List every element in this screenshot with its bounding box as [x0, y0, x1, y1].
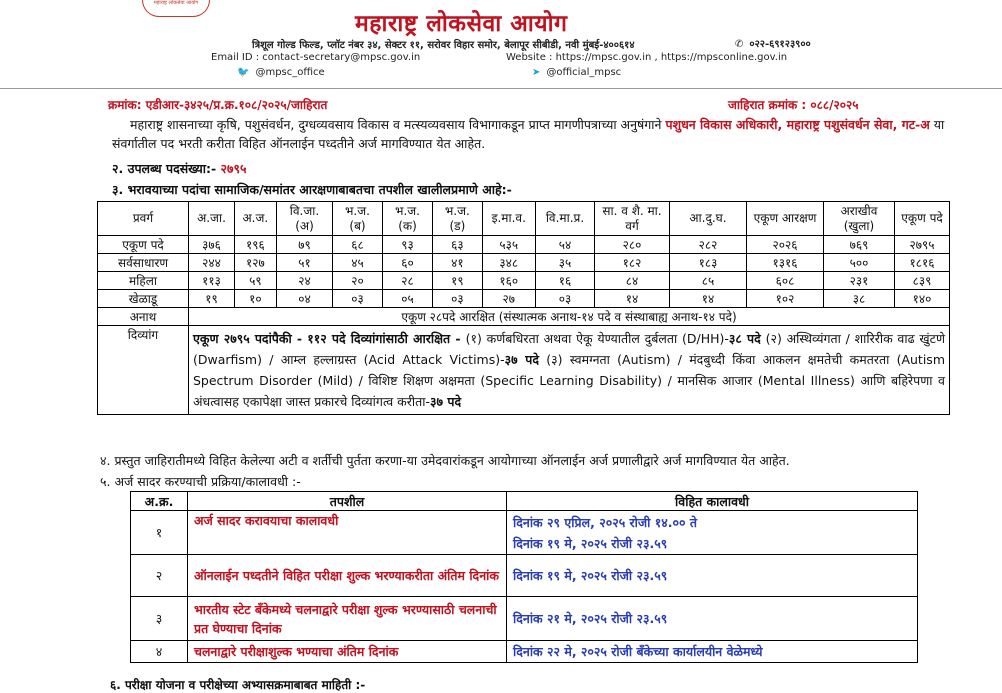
row-date: [507, 511, 918, 555]
col-header: प्रवर्ग: [98, 202, 189, 236]
cell: १२७: [234, 254, 276, 272]
disabled-count2: ३७ पदे: [504, 352, 540, 367]
cell: ६०८: [747, 272, 824, 290]
phone-text: ०२२-६९१२३९००: [749, 39, 811, 50]
cell: १९: [433, 272, 482, 290]
col-header: वि.मा.प्र.: [535, 202, 594, 236]
website-line[interactable]: Website : https://mpsc.gov.in , https://mpsconline.gov.in: [506, 52, 788, 63]
row-date: दिनांक २१ मे, २०२५ रोजी २३.५९: [507, 597, 918, 641]
cell: ७६९: [824, 236, 895, 254]
twitter-text: @mpsc_office: [255, 67, 325, 78]
telegram-text: @official_mpsc: [546, 67, 622, 78]
col-header: अ.जा.: [189, 202, 235, 236]
col-header: एकूण पदे: [895, 202, 950, 236]
cell: १९: [189, 290, 235, 308]
section-2: [112, 160, 247, 177]
phone-icon: ✆: [735, 39, 744, 50]
cell: ०३: [433, 290, 482, 308]
row-number: २: [131, 555, 188, 597]
cell: १४: [595, 290, 670, 308]
intro-paragraph: [112, 115, 947, 153]
cell: १८३: [670, 254, 747, 272]
table-row: [98, 254, 950, 272]
table-row: [131, 641, 918, 663]
office-address: त्रिशूल गोल्ड फिल्ड, प्लॉट नंबर ३४, सेक्टर ११, सरोवर विहार समोर, बेलापूर सीबीडी, नवी मुंबई-४००६१४: [252, 40, 635, 51]
cell: २०२६: [747, 236, 824, 254]
cell: २८२: [670, 236, 747, 254]
col-header: वि.जा. (अ): [276, 202, 333, 236]
sec2-label: २. उपलब्ध पदसंख्या:-: [112, 161, 221, 176]
col-header: सा. व शै. मा. वर्ग: [595, 202, 670, 236]
table-row: [98, 236, 950, 254]
col-header: विहित कालावधी: [507, 492, 918, 511]
cell: ०४: [276, 290, 333, 308]
cell: ११३: [189, 272, 235, 290]
cell: ६८: [333, 236, 382, 254]
col-header: अ.ज.: [234, 202, 276, 236]
row-date: दिनांक १९ मे, २०२५ रोजी २३.५९: [507, 555, 918, 597]
cell: १६: [535, 272, 594, 290]
section-5: ५. अर्ज सादर करण्याची प्रक्रिया/कालावधी :-: [100, 474, 301, 489]
row-date: दिनांक २२ मे, २०२५ रोजी बँकेच्या कार्यालयीन वेळेमध्ये: [507, 641, 918, 663]
table-row: [131, 555, 918, 597]
row-label: दिव्यांग: [98, 326, 189, 415]
section-4: ४. प्रस्तुत जाहिरातीमध्ये विहित केलेल्या अटी व शर्तीची पुर्तता करणा-या उमेदवारांकडून आयोगाच्या ऑनलाईन अर्ज प्रणालीद्वारे अर्ज मागविण्यात येत आहेत.: [100, 453, 790, 468]
cell: ८४: [595, 272, 670, 290]
cell: ६०: [382, 254, 433, 272]
row-number: १: [131, 511, 188, 555]
cell: ३७६: [189, 236, 235, 254]
disabled-count3: ३७ पदे: [430, 394, 462, 409]
logo-text: महाराष्ट्र लोकसेवा आयोग: [153, 0, 199, 6]
row-description: चलनाद्वारे परीक्षाशुल्क भण्याचा अंतिम दिनांक: [188, 641, 507, 663]
cell: १०२: [747, 290, 824, 308]
cell: ४५: [333, 254, 382, 272]
date-line: दिनांक १९ मे, २०२५ रोजी २३.५९: [513, 535, 668, 551]
row-number: ३: [131, 597, 188, 641]
cell: १८२: [595, 254, 670, 272]
table-row: [98, 290, 950, 308]
disabled-cat1: (१) कर्णबधिरता अथवा ऐकू येण्यातील दुर्बलता (D/HH)-: [465, 331, 729, 346]
col-header: अराखीव (खुला): [824, 202, 895, 236]
date-line: दिनांक २९ एप्रिल, २०२५ रोजी १४.०० ते: [513, 514, 697, 530]
cell: २८: [382, 272, 433, 290]
cell: २४४: [189, 254, 235, 272]
intro-part2: या संवर्गातील पद भरती करीता विहित ऑनलाईन पध्दतीने अर्ज मागविण्यात येत आहेत.: [112, 117, 945, 151]
row-label: एकूण पदे: [98, 236, 189, 254]
row-label: महिला: [98, 272, 189, 290]
cell: १३१६: [747, 254, 824, 272]
disabled-count1: ३८ पदे: [728, 331, 761, 346]
cell: १४: [670, 290, 747, 308]
cell: ८५: [670, 272, 747, 290]
email-line[interactable]: Email ID : contact-secretary@mpsc.gov.in: [211, 52, 421, 63]
schedule-table: [130, 491, 918, 663]
sec2-value: २७९५: [220, 161, 247, 176]
cell: ५३५: [482, 236, 535, 254]
section-6-cut: ६. परीक्षा योजना व परीक्षेच्या अभ्यासक्रमाबाबत माहिती :-: [110, 678, 366, 692]
table-row: [131, 597, 918, 641]
row-description: ऑनलाईन पध्दतीने विहित परीक्षा शुल्क भरण्याकरीता अंतिम दिनांक: [188, 555, 507, 597]
row-label: अनाथ: [98, 308, 189, 326]
col-header: भ.ज. (क): [382, 202, 433, 236]
cell: २७९५: [895, 236, 950, 254]
cell: ०३: [333, 290, 382, 308]
table-row: [98, 272, 950, 290]
cell: २३१: [824, 272, 895, 290]
reference-number: क्रमांक: एडीआर-३४२५/प्र.क्र.१०८/२०२५/जाहिरात: [108, 98, 328, 112]
cell: २७: [482, 290, 535, 308]
col-header: एकूण आरक्षण: [747, 202, 824, 236]
col-header: आ.दु.घ.: [670, 202, 747, 236]
cell: २४: [276, 272, 333, 290]
reservation-header-row: [98, 202, 950, 236]
table-row: [131, 511, 918, 555]
cell: ३८: [824, 290, 895, 308]
row-description: अर्ज सादर करावयाचा कालावधी: [188, 511, 507, 555]
row-label: खेळाडू: [98, 290, 189, 308]
cell: ५००: [824, 254, 895, 272]
col-header: अ.क्र.: [131, 492, 188, 511]
header-divider: [0, 88, 1002, 89]
advertisement-number: जाहिरात क्रमांक : ०८८/२०२५: [728, 98, 859, 112]
orphan-row: [98, 308, 950, 326]
col-header: भ.ज. (ब): [333, 202, 382, 236]
telegram-handle[interactable]: [532, 67, 621, 78]
disabled-cat3: (३) स्वमग्नता (Autism) / मंदबुध्दी किंवा आकलन क्षमतेची कमतरता (Autism Spectrum Disorder (Mild) / विशिष्ट शिक्षण अक्षमता (Specific Learning Disability) / मानसिक आजार (Mental Illness) आणि बहिरेपणा व अंधत्वासह एकापेक्षा जास्त प्रकारचे दिव्यांगत्व करीता-: [193, 352, 945, 409]
disabled-row: [98, 326, 950, 415]
disabled-text: [189, 326, 950, 415]
cell: १८१६: [895, 254, 950, 272]
cell: ५९: [234, 272, 276, 290]
schedule-header-row: [131, 492, 918, 511]
cell: १०: [234, 290, 276, 308]
col-header: भ.ज. (ड): [433, 202, 482, 236]
reservation-table: [97, 201, 950, 415]
cell: २०: [333, 272, 382, 290]
twitter-icon: 🐦: [237, 67, 250, 78]
disabled-summary: एकूण २७९५ पदांपैकी - ११२ पदे दिव्यांगांसाठी आरक्षित -: [193, 331, 466, 346]
cell: ८३९: [895, 272, 950, 290]
twitter-handle[interactable]: [237, 67, 325, 78]
row-number: ४: [131, 641, 188, 663]
disabled-cat2: (२) अस्थिव्यंगता / शारिरीक वाढ खुंटणे (Dwarfism) / आम्ल हल्लाग्रस्त (Acid Attack Victims)-: [193, 331, 945, 367]
cell: ४१: [433, 254, 482, 272]
row-label: सर्वसाधारण: [98, 254, 189, 272]
commission-logo: [142, 0, 210, 17]
cell: ७९: [276, 236, 333, 254]
telegram-icon: ➤: [532, 67, 541, 78]
cell: ५१: [276, 254, 333, 272]
phone-number: [735, 36, 811, 50]
col-header: इ.मा.व.: [482, 202, 535, 236]
cell: ३४८: [482, 254, 535, 272]
cell: ०३: [535, 290, 594, 308]
cell: ५४: [535, 236, 594, 254]
cell: १४०: [895, 290, 950, 308]
post-name: पशुधन विकास अधिकारी, महाराष्ट्र पशुसंवर्धन सेवा, गट-अ: [665, 117, 930, 132]
cell: ३५: [535, 254, 594, 272]
intro-part1: महाराष्ट्र शासनाच्या कृषि, पशुसंवर्धन, दुग्धव्यवसाय विकास व मत्स्यव्यवसाय विभागाकडून प्राप्त मागणीपत्राच्या अनुषंगाने: [130, 117, 666, 132]
row-description: भारतीय स्टेट बँकेमध्ये चलनाद्वारे परीक्षा शुल्क भरण्यासाठी चलनाची प्रत घेण्याचा दिनांक: [188, 597, 507, 641]
col-header: तपशील: [188, 492, 507, 511]
cell: १९६: [234, 236, 276, 254]
header-title: महाराष्ट्र लोकसेवा आयोग: [355, 11, 568, 37]
cell: १६०: [482, 272, 535, 290]
cell: ६३: [433, 236, 482, 254]
cell: २८०: [595, 236, 670, 254]
orphan-text: एकूण २८पदे आरक्षित (संस्थात्मक अनाथ-१४ पदे व संस्थाबाह्य अनाथ-१४ पदे): [189, 308, 950, 326]
cell: ९३: [382, 236, 433, 254]
cell: ०५: [382, 290, 433, 308]
section-3: ३. भरावयाच्या पदांचा सामाजिक/समांतर आरक्षणाबाबतचा तपशील खालीलप्रमाणे आहे:-: [112, 182, 512, 197]
